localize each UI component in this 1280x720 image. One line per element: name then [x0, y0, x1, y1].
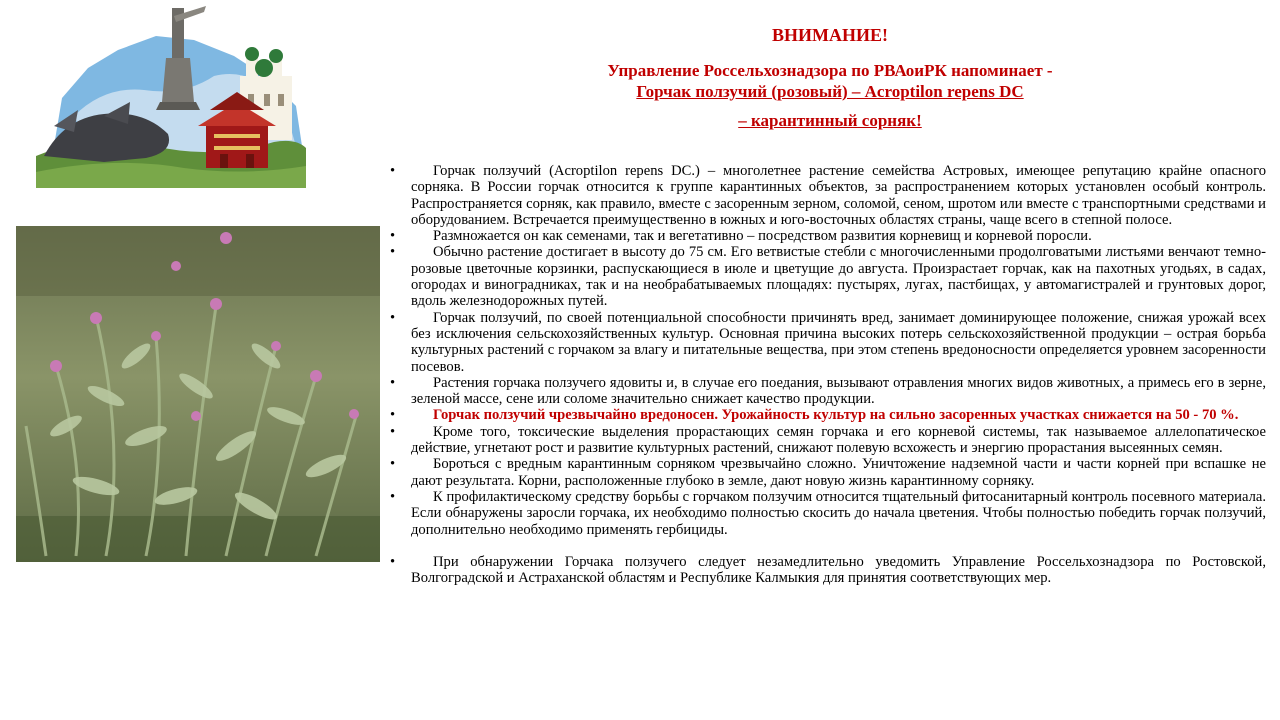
plant-photo — [16, 226, 380, 562]
paragraph-text: При обнаружении Горчака ползучего следует незамедлительно уведомить Управление Россельхознадзора по Ростовской, Волгоградской и Астраханской областям и Республике Калмыкия для принятия соответствующих мер. — [411, 553, 1266, 587]
highlight-text: Горчак ползучий чрезвычайно вредоносен. Урожайность культур на сильно засоренных участках снижается на 50 - 70 %. — [433, 407, 1239, 424]
list-item — [386, 489, 1266, 538]
list-item — [386, 554, 1266, 587]
list-item — [386, 375, 1266, 408]
bullet-icon: • — [390, 423, 396, 440]
paragraph-text: Горчак ползучий, по своей потенциальной способности причинять вред, занимает доминирующее положение, снижая урожай всех без исключения сельскохозяйственных культур. Основная причина высоких потерь сельскохозяйственной продукции – острая борьба культурных растений с горчаком за влагу и питательные вещества, при этом степень вредоносности определяется уровнем засоренности посевов. — [411, 309, 1266, 375]
info-list — [386, 163, 1266, 586]
bullet-icon: • — [390, 374, 396, 391]
bullet-icon: • — [390, 163, 396, 179]
paragraph-text: Горчак ползучий (Acroptilon repens DC.) – многолетнее растение семейства Астровых, имеющее репутацию крайне опасного сорняка. В России горчак относится к группе карантинных объектов, за распространением которых установлен особый контроль. Распространяется сорняк, как правило, вместе с засоренным зерном, соломой, сеном, шротом или вместе с транспортными средствами и оборудованием. Встречается преимущественно в южных и юго-восточных областях страны, чаще всего в степной полосе. — [411, 163, 1266, 228]
list-item — [386, 244, 1266, 309]
list-item — [386, 163, 1266, 228]
bullet-icon: • — [390, 244, 396, 261]
paragraph-text: Обычно растение достигает в высоту до 75 см. Его ветвистые стебли с многочисленными продолговатыми листьями венчают темно-розовые цветочные корзинки, распускающиеся в июле и цветущие до августа. Произрастает горчак, как на пахотных угодьях, в садах, огородах и виноградниках, так и на необрабатываемых площадях: пустырях, лугах, пастбищах, у автомагистралей и грунтовых дорог, вдоль железнодорожных путей. — [411, 244, 1266, 310]
bullet-icon: • — [390, 553, 396, 570]
bullet-icon: • — [390, 456, 396, 473]
paragraph-text: Кроме того, токсические выделения прорастающих семян горчака и его корневой системы, так называемое аллелопатическое действие, угнетают рост и развитие культурных растений, снижают полевую всхожесть и энергию прорастания высеянных семян. — [411, 423, 1266, 457]
list-item — [386, 228, 1266, 244]
list-item — [386, 310, 1266, 375]
bullet-icon: • — [390, 488, 396, 505]
list-item-highlight — [386, 407, 1266, 423]
paragraph-text: Растения горчака ползучего ядовиты и, в случае его поедания, вызывают отравления многих видов животных, а примесь его в зерне, зеленой массе, сене или соломе значительно снижает качество продукции. — [411, 374, 1266, 408]
notice-header — [480, 24, 1180, 131]
paragraph-text: К профилактическому средству борьбы с горчаком ползучим относится тщательный фитосанитарный контроль посевного материала. Если обнаружены заросли горчака, их необходимо полностью скосить до начала цветения. Чтобы полностью победить горчак ползучий, дополнительно необходимо применять гербициды. — [411, 488, 1266, 538]
attention-heading: ВНИМАНИЕ! — [772, 25, 888, 45]
paragraph-text: Бороться с вредным карантинным сорняком чрезвычайно сложно. Уничтожение надземной части и части корней при вспашке не дают результата. Корни, расположенные глубоко в земле, дают новую жизнь карантинному сорняку. — [411, 456, 1266, 489]
weed-name: Горчак ползучий (розовый) – Acroptilon repens DC — [636, 82, 1024, 101]
regional-landmarks-logo — [34, 6, 306, 188]
list-item — [386, 456, 1266, 489]
quarantine-label: – карантинный сорняк! — [738, 111, 922, 130]
notice-subtitle: Управление Россельхознадзора по РВАоиРК напоминает - — [607, 61, 1053, 80]
bullet-icon: • — [390, 228, 396, 245]
paragraph-text: Размножается он как семенами, так и вегетативно – посредством развития корневищ и корневой поросли. — [433, 228, 1092, 245]
bullet-icon: • — [390, 309, 396, 326]
bullet-icon: • — [390, 407, 396, 424]
list-item — [386, 424, 1266, 457]
